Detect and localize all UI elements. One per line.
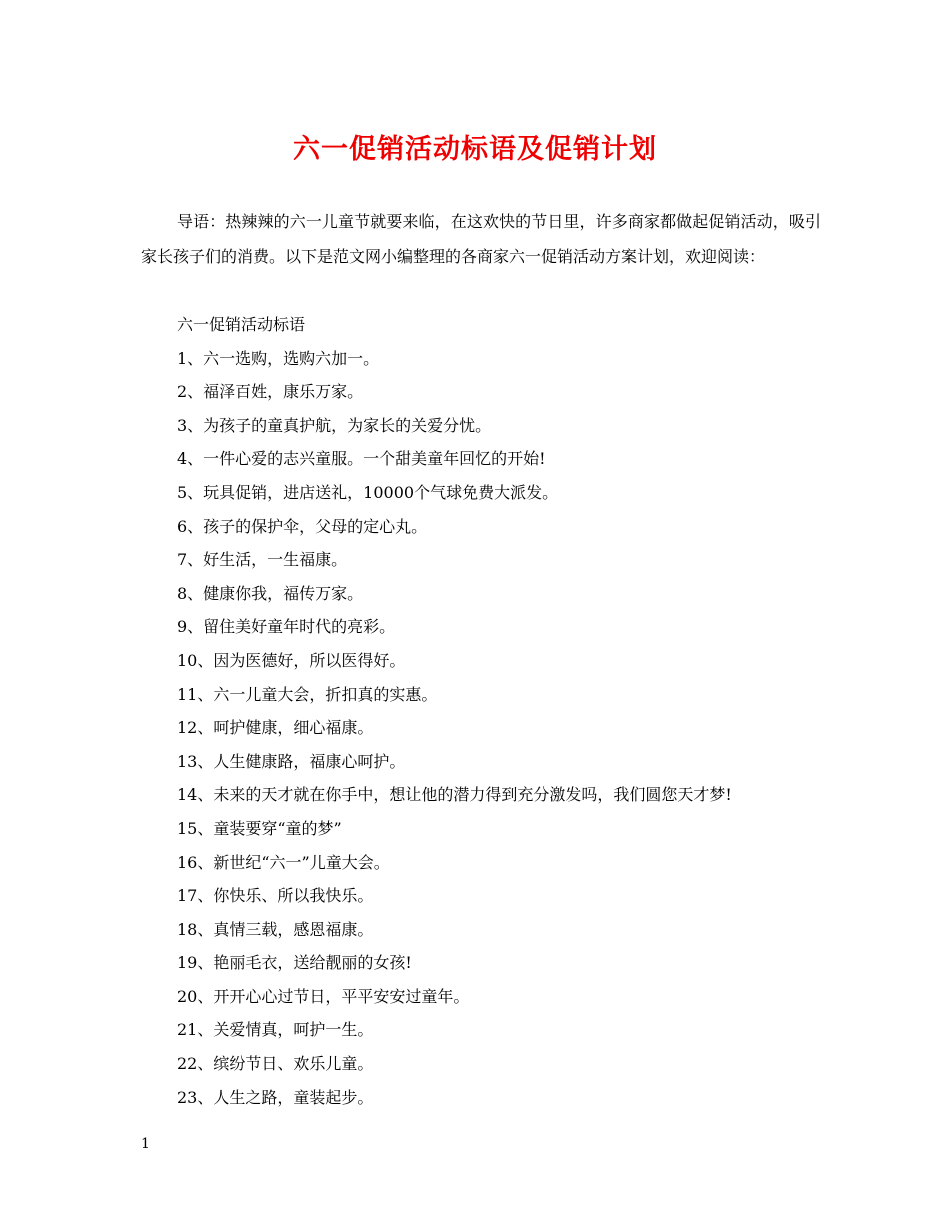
list-item: 7、好生活，一生福康。 [177,550,348,570]
list-item: 14、未来的天才就在你手中，想让他的潜力得到充分激发吗，我们圆您天才梦! [177,785,732,805]
list-item: 10、因为医德好，所以医得好。 [177,650,406,670]
list-item: 12、呵护健康，细心福康。 [177,718,374,738]
list-item: 1、六一选购，选购六加一。 [177,348,380,368]
list-item: 8、健康你我，福传万家。 [177,583,364,603]
list-item: 9、留住美好童年时代的亮彩。 [177,617,396,637]
list-item: 23、人生之路，童装起步。 [177,1087,374,1107]
list-item: 19、艳丽毛衣，送给靓丽的女孩! [177,953,412,973]
slogan-list [177,308,837,1114]
list-item: 17、你快乐、所以我快乐。 [177,886,374,906]
list-item: 5、玩具促销，进店送礼，10000个气球免费大派发。 [177,482,559,502]
list-item: 4、一件心爱的志兴童服。一个甜美童年回忆的开始! [177,449,546,469]
list-item: 2、福泽百姓，康乐万家。 [177,382,364,402]
list-item: 11、六一儿童大会，折扣真的实惠。 [177,684,438,704]
list-item: 13、人生健康路，福康心呵护。 [177,751,406,771]
list-item: 3、为孩子的童真护航，为家长的关爱分忧。 [177,415,492,435]
intro-paragraph: 导语：热辣辣的六一儿童节就要来临，在这欢快的节日里，许多商家都做起促销活动，吸引家长孩子们的消费。以下是范文网小编整理的各商家六一促销活动方案计划，欢迎阅读： [141,212,821,266]
list-item: 16、新世纪“六一”儿童大会。 [177,852,390,872]
list-item: 21、关爱情真，呵护一生。 [177,1020,374,1040]
page-number: 1 [141,1136,150,1152]
list-item: 6、孩子的保护伞，父母的定心丸。 [177,516,428,536]
list-item: 20、开开心心过节日，平平安安过童年。 [177,986,470,1006]
list-item: 15、童装要穿“童的梦” [177,818,342,838]
list-item: 18、真情三载，感恩福康。 [177,919,374,939]
document-title: 六一促销活动标语及促销计划 [293,134,657,165]
section-heading: 六一促销活动标语 [177,315,306,334]
list-item: 22、缤纷节日、欢乐儿童。 [177,1054,374,1074]
